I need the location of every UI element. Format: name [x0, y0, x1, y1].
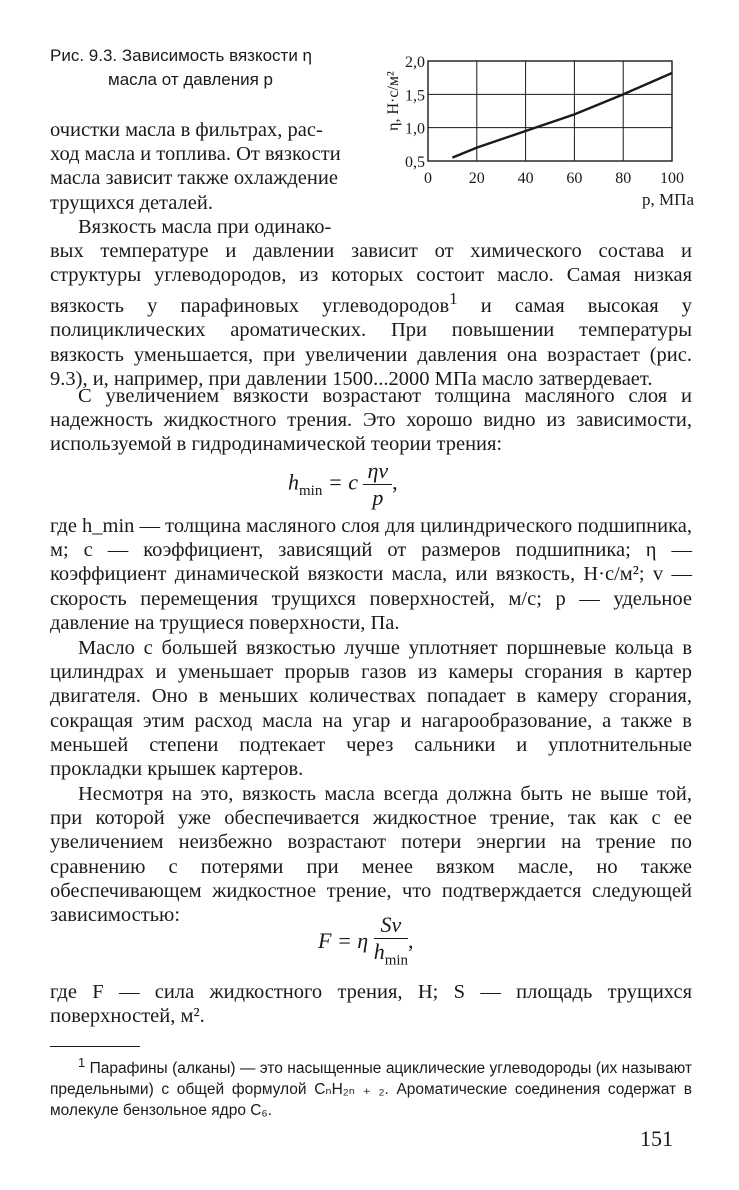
viscosity-series-line — [452, 73, 672, 158]
text-line: ход масла и топлива. От вязкости — [50, 143, 341, 166]
footnote-divider — [50, 1046, 140, 1047]
y-tick-label: 0,5 — [405, 154, 425, 171]
text-line: масла зависит также охлаждение — [50, 167, 338, 190]
formula-subscript: min — [299, 482, 323, 499]
chart-svg — [370, 28, 700, 228]
paragraph-viscosity — [50, 239, 692, 391]
formula-subscript: min — [384, 952, 409, 969]
footnote-text: Парафины (алканы) — это насыщенные ациклические углеводороды (их называют предельными) с общей формулой CₙH₂ₙ ₊ ₂. Ароматические соединения содержат в молекуле бензольное ядро C₆. — [50, 1060, 692, 1120]
formula-symbol: h — [288, 469, 299, 495]
text-line: трущихся деталей. — [50, 191, 213, 214]
formula-hmin — [288, 458, 398, 511]
caption-line-1: Рис. 9.3. Зависимость вязкости η — [50, 46, 312, 65]
x-tick-label: 100 — [660, 170, 684, 187]
formula-punct: , — [408, 927, 414, 953]
x-tick-label: 80 — [615, 170, 632, 187]
formula-denominator — [374, 939, 408, 973]
figure-caption — [50, 44, 370, 92]
formula-denominator: p — [372, 485, 384, 510]
y-tick-label: 2,0 — [405, 54, 425, 71]
paragraph-intro — [50, 118, 362, 239]
x-tick-label: 0 — [424, 170, 432, 187]
formula-numerator: ηv — [363, 458, 392, 485]
paragraph-thickness: С увеличением вязкости возрастают толщина масляного слоя и надежность жидкостного трения. Это хорошо видно из зависимости, используемой в гидродинамической теории трения: — [50, 385, 692, 456]
plot-frame — [428, 61, 672, 161]
paragraph-friction: Несмотря на это, вязкость масла всегда должна быть не выше той, при которой уже обеспечивается жидкостное трение, так как с ее увеличением неизбежно возрастают потери энергии на трение по сравнению с потерями при менее вязком масле, но также обеспечивающем жидкостное трение, что подтверждается следующей зависимостью: — [50, 783, 692, 927]
paragraph-definitions: где h_min — толщина масляного слоя для цилиндрического подшипника, м; c — коэффициент, зависящий от размеров подшипника; η — коэффициент динамической вязкости масла, или вязкость, Н·с/м²; v — скорость перемещения трущихся поверхностей, м/с; p — удельное давление на трущиеся поверхности, Па. — [50, 515, 692, 634]
viscosity-pressure-chart — [370, 28, 700, 228]
formula-fraction — [363, 458, 392, 511]
text-line: очистки масла в фильтрах, рас- — [50, 119, 323, 141]
x-tick-label: 40 — [517, 170, 534, 187]
formula-symbol: F = η — [318, 927, 369, 953]
footnote-mark: 1 — [78, 1055, 86, 1070]
formula-numerator: Sv — [374, 912, 408, 939]
text-span: и самая высокая у полициклических ароматических. При повышении температуры вязкость уменьшается, при увеличении давления она возрастает (рис. 9.3), и, например, при давлении 1500...2000 МПа масло затвердевает. — [50, 295, 692, 390]
formula-symbol: = c — [322, 469, 358, 495]
formula-symbol: h — [373, 939, 385, 964]
paragraph-seal: Масло с большей вязкостью лучше уплотняет поршневые кольца в цилиндрах и уменьшает прорыв газов из камеры сгорания в картер двигателя. Оно в меньших количествах попадает в камеру сгорания, сокращая этим расход масла на угар и нагарообразование, а также в меньшей степени подтекает через сальники и уплотнительные прокладки крышек картеров. — [50, 637, 692, 781]
x-tick-label: 20 — [468, 170, 485, 187]
footnote — [50, 1052, 692, 1121]
y-tick-label: 1,5 — [405, 87, 425, 105]
text-line: Вязкость масла при одинако- — [78, 215, 332, 238]
paragraph-force-def: где F — сила жидкостного трения, Н; S — площадь трущихся поверхностей, м². — [50, 981, 692, 1028]
formula-fraction — [374, 912, 408, 973]
text-span: вых температуре и давлении зависит от химического состава и структуры углеводородов, из которых состоит масло. Самая низкая вязкость у парафиновых углеводородов — [50, 240, 692, 318]
caption-line-2: масла от давления р — [108, 70, 273, 89]
y-axis-label: η, Н·с/м² — [385, 71, 402, 131]
y-tick-label: 1,0 — [405, 120, 425, 138]
x-tick-label: 60 — [566, 170, 583, 187]
formula-force — [318, 912, 414, 973]
footnote-ref: 1 — [449, 289, 458, 309]
formula-punct: , — [392, 469, 398, 495]
page-number: 151 — [640, 1126, 673, 1151]
x-axis-label: p, МПа — [642, 190, 694, 209]
